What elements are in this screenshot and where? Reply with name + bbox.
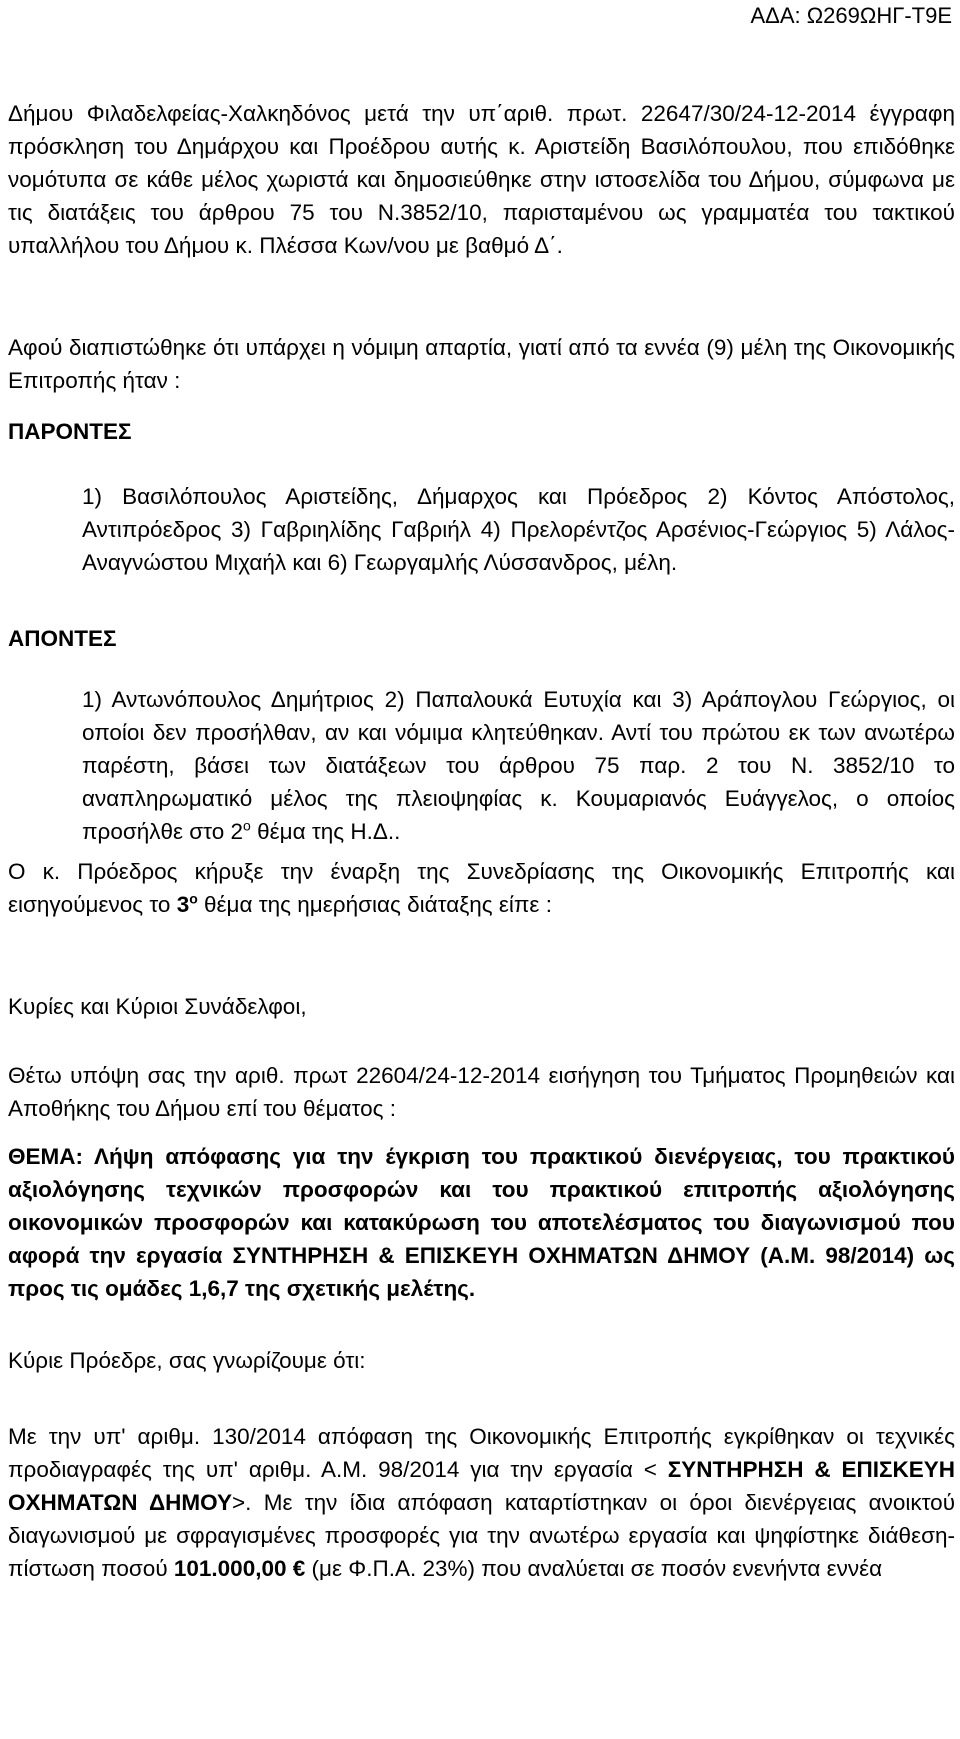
address-line: Κύριε Πρόεδρε, σας γνωρίζουμε ότι: <box>8 1348 366 1373</box>
opening-paragraph <box>8 855 955 921</box>
subject-paragraph: ΘΕΜΑ: Λήψη απόφασης για την έγκριση του πρακτικού διενέργειας, του πρακτικού αξιολόγησης τεχνικών προσφορών και του πρακτικού επιτροπής αξιολόγησης οικονομικών προσφορών και κατακύρωση του αποτελέσματος του διαγωνισμού που αφορά την εργασία ΣΥΝΤΗΡΗΣΗ & ΕΠΙΣΚΕΥΗ ΟΧΗΜΑΤΩΝ ΔΗΜΟΥ (Α.Μ. 98/2014) ως προς τις ομάδες 1,6,7 της σχετικής μελέτης. <box>8 1144 955 1301</box>
absent-list <box>82 683 955 848</box>
agenda-item-number: 3 <box>176 892 190 917</box>
opening-end: θέμα της ημερήσιας διάταξης είπε : <box>197 892 552 917</box>
proposal-paragraph: Θέτω υπόψη σας την αριθ. πρωτ 22604/24-12-2014 εισήγηση του Τμήματος Προμηθειών και Αποθήκης του Δήμου επί του θέματος : <box>8 1063 955 1121</box>
service-name: ΣΥΝΤΗΡΗΣΗ & ΕΠΙΣΚΕΥΗ ΟΧΗΜΑΤΩΝ ΔΗΜΟΥ <box>8 1457 955 1515</box>
decision-text-cont: >. Με την ίδια απόφαση καταρτίστηκαν οι όροι διενέργειας ανοικτού διαγωνισμού με σφραγισμένες προσφορές για την ανωτέρω εργασία και ψηφίστηκε διάθεση-πίστωση ποσού <box>8 1490 956 1581</box>
ordinal-superscript: ο <box>189 890 198 907</box>
decision-paragraph <box>8 1420 955 1585</box>
present-heading: ΠΑΡΟΝΤΕΣ <box>8 419 132 444</box>
quorum-paragraph: Αφού διαπιστώθηκε ότι υπάρχει η νόμιμη απαρτία, γιατί από τα εννέα (9) μέλη της Οικονομικής Επιτροπής ήταν : <box>8 335 955 393</box>
opening-text: Ο κ. Πρόεδρος κήρυξε την έναρξη της Συνεδρίασης της Οικονομικής Επιτροπής και εισηγούμενος το <box>8 859 955 917</box>
intro-paragraph: Δήμου Φιλαδελφείας-Χαλκηδόνος μετά την υπ΄αριθ. πρωτ. 22647/30/24-12-2014 έγγραφη πρόσκληση του Δημάρχου και Προέδρου αυτής κ. Αριστείδη Βασιλόπουλου, που επιδόθηκε νομότυπα σε κάθε μέλος χωριστά και δημοσιεύθηκε στην ιστοσελίδα του Δήμου, σύμφωνα με τις διατάξεις του άρθρου 75 του Ν.3852/10, παρισταμένου ως γραμματέα του τακτικού υπαλλήλου του Δήμου κ. Πλέσσα Κων/νου με βαθμό Δ΄. <box>8 101 955 258</box>
budget-amount: 101.000,00 € <box>173 1556 306 1581</box>
decision-text-end: (με Φ.Π.Α. 23%) που αναλύεται σε ποσόν ενενήντα εννέα <box>305 1556 883 1581</box>
ada-code: ΑΔΑ: Ω269ΩΗΓ-Τ9Ε <box>750 3 952 28</box>
present-list: 1) Βασιλόπουλος Αριστείδης, Δήμαρχος και Πρόεδρος 2) Κόντος Απόστολος, Αντιπρόεδρος 3) Γαβριηλίδης Γαβριήλ 4) Πρελορέντζος Αρσένιος-Γεώργιος 5) Λάλος-Αναγνώστου Μιχαήλ και 6) Γεωργαμλής Λύσσανδρος, μέλη. <box>82 484 955 575</box>
absent-list-end: θέμα της Η.Δ.. <box>250 819 401 844</box>
greeting: Κυρίες και Κύριοι Συνάδελφοι, <box>8 994 307 1019</box>
decision-text: Με την υπ' αριθμ. 130/2014 απόφαση της Οικονομικής Επιτροπής εγκρίθηκαν οι τεχνικές προδιαγραφές της υπ' αριθμ. Α.Μ. 98/2014 για την εργασία < <box>8 1424 955 1482</box>
ordinal-superscript: ο <box>243 817 251 834</box>
absent-list-text: 1) Αντωνόπουλος Δημήτριος 2) Παπαλουκά Ευτυχία και 3) Αράπογλου Γεώργιος, οι οποίοι δεν προσήλθαν, αν και νόμιμα κλητεύθηκαν. Αντί του πρώτου εκ των ανωτέρω παρέστη, βάσει των διατάξεων του άρθρου 75 παρ. 2 του Ν. 3852/10 το αναπληρωματικό μέλος της πλειοψηφίας κ. Κουμαριανός Ευάγγελος, ο οποίος προσήλθε στο 2 <box>82 687 955 844</box>
absent-heading: ΑΠΟΝΤΕΣ <box>8 626 117 651</box>
